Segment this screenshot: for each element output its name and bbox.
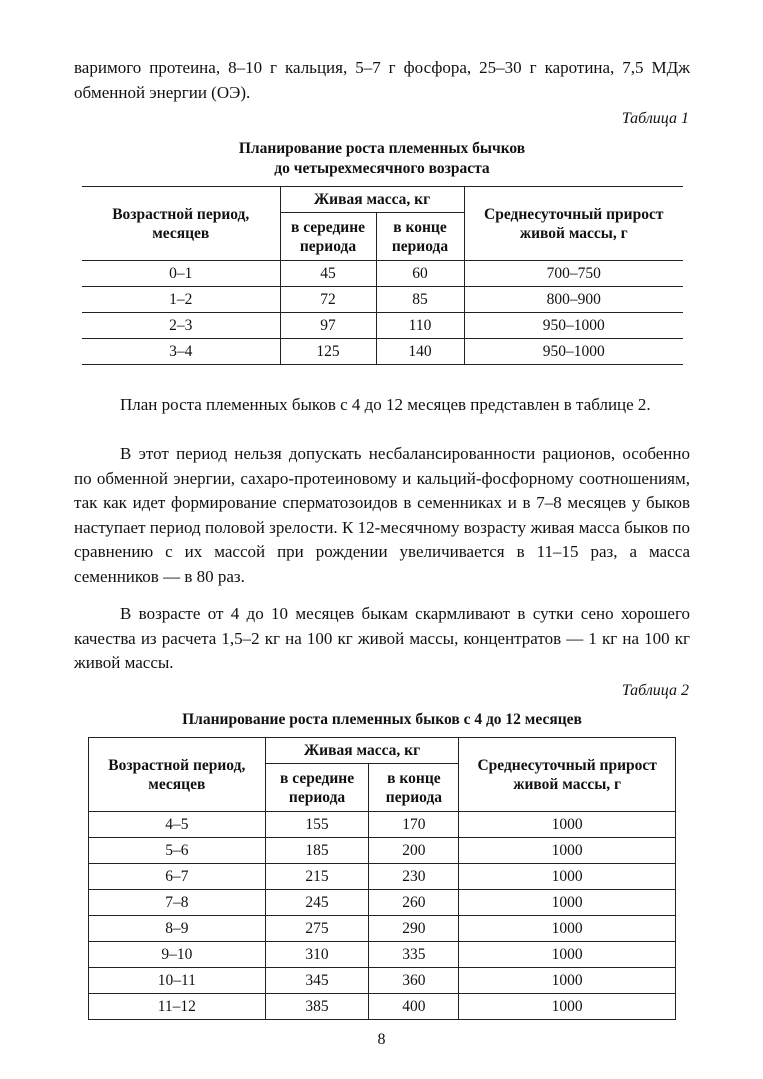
table2-cell-gain: 1000: [459, 890, 676, 916]
table2-cell-gain: 1000: [459, 838, 676, 864]
table2-cell-gain: 1000: [459, 968, 676, 994]
table1: [82, 186, 683, 365]
table2-cell-period: 7–8: [89, 890, 266, 916]
table1-cell-mid: 125: [280, 339, 376, 365]
table1-label: Таблица 1: [621, 110, 689, 127]
table1-cell-end: 85: [376, 287, 464, 313]
table2-cell-period: 8–9: [89, 916, 266, 942]
body-paragraph-1: План роста племенных быков с 4 до 12 месяцев представлен в таблице 2.: [120, 395, 651, 414]
table-row: [89, 968, 676, 994]
table-row: [89, 838, 676, 864]
table2-header-period: Возрастной период, месяцев: [89, 738, 266, 812]
table1-cell-gain: 950–1000: [464, 339, 683, 365]
table-row: [89, 812, 676, 838]
table2-cell-period: 10–11: [89, 968, 266, 994]
table2-cell-end: 170: [369, 812, 459, 838]
table2-header-end: в конце периода: [369, 764, 459, 812]
table1-title-line1: Планирование роста племенных бычков: [238, 140, 526, 157]
table2-cell-end: 335: [369, 942, 459, 968]
table2-cell-gain: 1000: [459, 994, 676, 1020]
table1-cell-end: 110: [376, 313, 464, 339]
table2-cell-gain: 1000: [459, 916, 676, 942]
table-row: [82, 287, 683, 313]
table2-cell-mid: 275: [265, 916, 369, 942]
table1-title: [74, 139, 690, 179]
table1-header-end: в конце периода: [376, 213, 464, 261]
table2-header-gain: Среднесуточный прирост живой массы, г: [459, 738, 676, 812]
table2-cell-period: 9–10: [89, 942, 266, 968]
table1-cell-mid: 97: [280, 313, 376, 339]
table2-cell-mid: 155: [265, 812, 369, 838]
table2-cell-mid: 245: [265, 890, 369, 916]
table2-cell-mid: 215: [265, 864, 369, 890]
table1-cell-end: 140: [376, 339, 464, 365]
table2-cell-end: 260: [369, 890, 459, 916]
table2-cell-gain: 1000: [459, 812, 676, 838]
table1-header-live-mass: Живая масса, кг: [280, 187, 464, 213]
table1-cell-gain: 700–750: [464, 261, 683, 287]
intro-paragraph: варимого протеина, 8–10 г кальция, 5–7 г фосфора, 25–30 г каротина, 7,5 МДж обменной энергии (ОЭ).: [74, 58, 690, 102]
table1-header-gain: Среднесуточный прирост живой массы, г: [464, 187, 683, 261]
table1-cell-period: 1–2: [82, 287, 280, 313]
page-number: 8: [377, 1031, 386, 1048]
table1-cell-period: 3–4: [82, 339, 280, 365]
table2-cell-period: 5–6: [89, 838, 266, 864]
table2-cell-end: 400: [369, 994, 459, 1020]
table1-cell-gain: 800–900: [464, 287, 683, 313]
table-row: [89, 916, 676, 942]
table-row: [89, 890, 676, 916]
table2-cell-mid: 385: [265, 994, 369, 1020]
table2-cell-end: 360: [369, 968, 459, 994]
table1-header-period: Возрастной период, месяцев: [82, 187, 280, 261]
table-row: [89, 864, 676, 890]
table2-title: Планирование роста племенных быков с 4 до 12 месяцев: [182, 711, 582, 728]
table-row: [82, 339, 683, 365]
table1-cell-gain: 950–1000: [464, 313, 683, 339]
table2-cell-period: 11–12: [89, 994, 266, 1020]
table2-cell-mid: 185: [265, 838, 369, 864]
table2-cell-period: 4–5: [89, 812, 266, 838]
table1-cell-mid: 45: [280, 261, 376, 287]
table2-cell-mid: 345: [265, 968, 369, 994]
table-row: [82, 261, 683, 287]
table1-title-line2: до четырехмесячного возраста: [274, 160, 490, 177]
table1-cell-period: 2–3: [82, 313, 280, 339]
table2-header-live-mass: Живая масса, кг: [265, 738, 459, 764]
table2-label: Таблица 2: [621, 682, 689, 699]
body-paragraph-2: В этот период нельзя допускать несбалансированности рационов, особенно по обменной энергии, сахаро-протеиновому и кальций-фосфорному соотношениям, так как идет формирование сперматозоидов в семенниках и в 7–8 месяцев у быков наступает период половой зрелости. К 12-месячному возрасту живая масса быков по сравнению с их массой при рождении увеличивается в 11–15 раз, а масса семенников — в 80 раз.: [74, 444, 690, 586]
table2-cell-end: 290: [369, 916, 459, 942]
table-row: [89, 994, 676, 1020]
table1-header-mid: в середине периода: [280, 213, 376, 261]
table2-cell-mid: 310: [265, 942, 369, 968]
table-row: [89, 942, 676, 968]
table2: [88, 737, 676, 1020]
table-row: [82, 313, 683, 339]
table1-cell-period: 0–1: [82, 261, 280, 287]
table2-cell-gain: 1000: [459, 942, 676, 968]
body-paragraph-3: В возрасте от 4 до 10 месяцев быкам скармливают в сутки сено хорошего качества из расчета 1,5–2 кг на 100 кг живой массы, концентратов — 1 кг на 100 кг живой массы.: [74, 604, 690, 672]
table2-cell-period: 6–7: [89, 864, 266, 890]
table1-cell-end: 60: [376, 261, 464, 287]
table2-header-mid: в середине периода: [265, 764, 369, 812]
table2-cell-gain: 1000: [459, 864, 676, 890]
table2-cell-end: 200: [369, 838, 459, 864]
table2-cell-end: 230: [369, 864, 459, 890]
table1-cell-mid: 72: [280, 287, 376, 313]
